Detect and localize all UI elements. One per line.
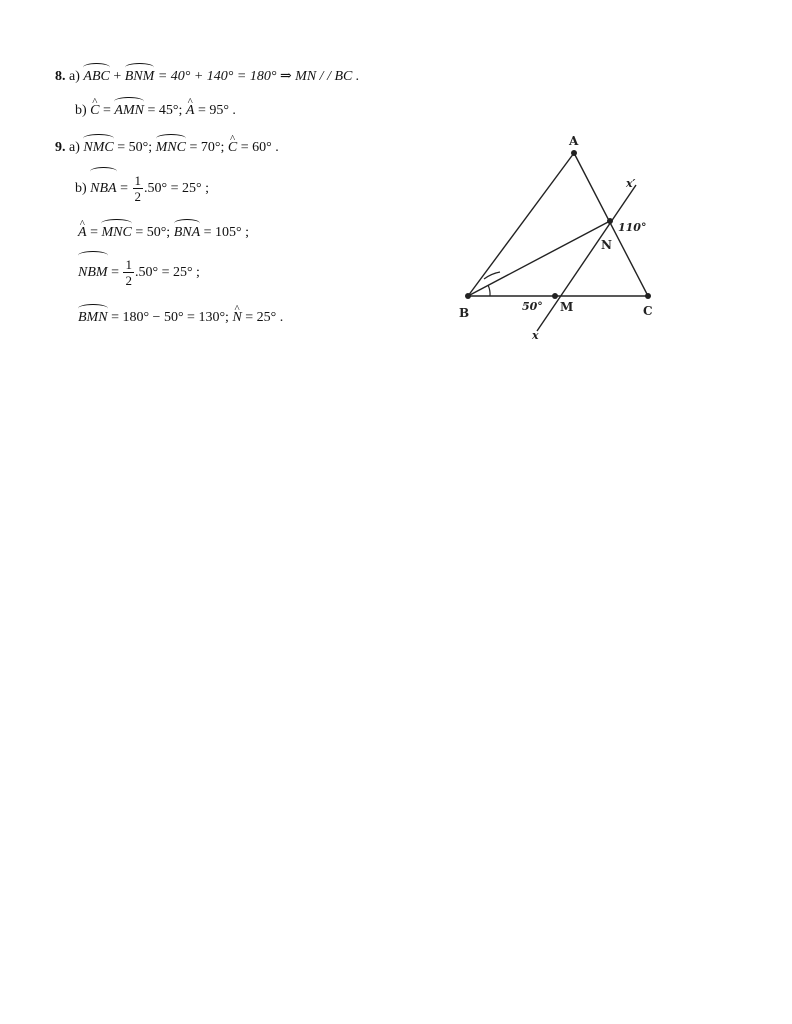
segment-bn <box>468 221 610 296</box>
triangle-figure <box>440 125 680 350</box>
p9-line-a <box>55 133 279 157</box>
line-xx-prime <box>537 185 636 331</box>
point-m <box>552 293 558 299</box>
angle-nba: NBA <box>90 166 116 206</box>
equals-sign: = <box>103 103 111 118</box>
part-label: b) <box>75 181 87 196</box>
equation-end: = 25° . <box>245 310 284 325</box>
equation-mid-1: = 50°; <box>117 140 153 155</box>
label-n: N <box>601 238 612 252</box>
angle-mnc: MNC <box>101 218 131 242</box>
fraction-half <box>133 173 144 204</box>
equation-mid: = 50°; <box>135 225 171 240</box>
p8-line-b <box>75 96 236 120</box>
equals-sign: = <box>111 265 119 280</box>
angle-arc-nbc <box>488 285 490 296</box>
denominator: 2 <box>134 189 142 205</box>
fraction-half <box>123 257 134 288</box>
label-a: A <box>569 134 579 148</box>
angle-abc: ABC <box>83 62 109 86</box>
angle-label-n: 110° <box>618 221 647 234</box>
angle-bmn: BMN <box>78 303 108 327</box>
angle-arc-abn <box>484 272 500 279</box>
p9-line-e <box>78 303 283 327</box>
equation-mid: = 180° − 50° = 130°; <box>111 310 229 325</box>
equals-sign: = <box>90 225 98 240</box>
triangle-diagram <box>440 125 680 350</box>
label-x: x <box>532 329 539 342</box>
equation-rest: = 40° + 140° = 180° ⇒ MN / / BC . <box>157 69 360 84</box>
side-ab <box>468 153 574 296</box>
p9-line-d <box>78 250 200 290</box>
label-m: M <box>560 300 574 314</box>
angle-mnc: MNC <box>156 133 186 157</box>
angle-nmc: NMC <box>83 133 113 157</box>
point-n <box>607 218 613 224</box>
denominator: 2 <box>125 273 132 289</box>
point-b <box>465 293 471 299</box>
p9-line-c <box>78 218 249 242</box>
equation-end: .50° = 25° ; <box>134 265 200 280</box>
equation-mid: = 45°; <box>147 103 183 118</box>
angle-a: ^ A <box>186 102 195 120</box>
problem-number-8: 8. <box>55 69 66 84</box>
p9-line-b <box>75 166 209 206</box>
angle-c: ^ C <box>90 102 99 120</box>
angle-nbm: NBM <box>78 250 108 290</box>
point-a <box>571 150 577 156</box>
equals-sign: = <box>120 181 129 196</box>
problem-number-9: 9. <box>55 140 66 155</box>
label-x-prime: x′ <box>626 177 636 190</box>
equation-end: = 105° ; <box>203 225 250 240</box>
numerator: 1 <box>134 173 142 189</box>
equation-end: = 60° . <box>240 140 279 155</box>
angle-a: ^ A <box>78 224 87 242</box>
angle-bna: BNA <box>174 218 200 242</box>
angle-n: ^ N <box>232 309 241 327</box>
part-label: a) <box>69 140 80 155</box>
part-label: a) <box>69 69 80 84</box>
angle-c: ^ C <box>228 139 237 157</box>
angle-bnm: BNM <box>125 62 155 86</box>
angle-amn: AMN <box>114 96 144 120</box>
point-c <box>645 293 651 299</box>
equation-end: .50° = 25° ; <box>144 181 210 196</box>
label-b: B <box>459 306 470 320</box>
numerator: 1 <box>125 257 132 273</box>
p8-line-a <box>55 62 359 86</box>
equation-end: = 95° . <box>197 103 236 118</box>
plus-sign: + <box>113 69 122 84</box>
part-label: b) <box>75 103 87 118</box>
equation-mid-2: = 70°; <box>189 140 225 155</box>
angle-label-m: 50° <box>522 300 543 313</box>
label-c: C <box>643 304 653 318</box>
